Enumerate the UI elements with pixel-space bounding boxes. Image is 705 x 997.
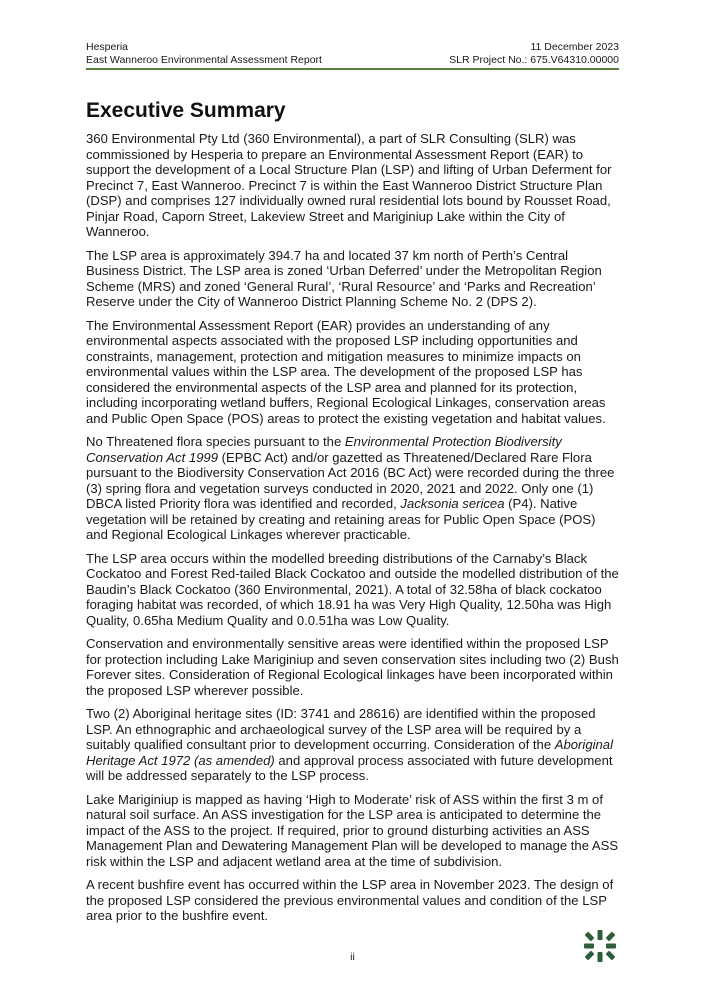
species-name: Jacksonia sericea xyxy=(400,496,505,511)
paragraph-bushfire: A recent bushfire event has occurred within the LSP area in November 2023. The design of the proposed LSP considered the previous environmental values and condition of the LSP area prior to the bushfire event. xyxy=(86,877,614,923)
flora-text-e: (P4). Native vegetation will be retained by creating and retaining areas for Public Open Space (POS) and Regional Ecological Linkages wherever practicable. xyxy=(86,496,596,542)
main-content xyxy=(86,98,619,932)
flora-text-a: No Threatened flora species pursuant to the xyxy=(86,434,345,449)
heritage-text-c: and approval process associated with future development will be addressed separately to the LSP process. xyxy=(86,752,613,783)
slr-logo-icon xyxy=(582,928,618,964)
flora-text-c: (EPBC Act) and/or gazetted as Threatened/Declared Rare Flora pursuant to the Biodiversity Conservation Act 2016 (BC Act) were recorded during the three (3) spring flora and vegetation surveys conducted in 2020, 2021 and 2022. Only one (1) DBCA listed Priority flora was identified and recorded, xyxy=(86,449,615,511)
heritage-act-title: Aboriginal Heritage Act 1972 (as amended) xyxy=(86,737,613,768)
page-header xyxy=(86,41,619,67)
paragraph-cockatoo: The LSP area occurs within the modelled breeding distributions of the Carnaby’s Black Cockatoo and Forest Red-tailed Black Cockatoo and outside the modelled distribution of the Baudin’s Black Cockatoo (360 Environmental, 2021). A total of 32.58ha of black cockatoo foraging habitat was recorded, of which 18.91 ha was Very High Quality, 12.50ha was High Quality, 0.65ha Medium Quality and 0.0.51ha was Low Quality. xyxy=(86,550,619,628)
paragraph-ass: Lake Mariginiup is mapped as having ‘High to Moderate’ risk of ASS within the first 3 m of natural soil surface. An ASS investigation for the LSP area is anticipated to determine the impact of the ASS to the project. If required, prior to ground disturbing activities an ASS Management Plan and Dewatering Management Plan will be developed to manage the ASS risk within the LSP and adjacent wetland area at the time of subdivision. xyxy=(86,791,619,869)
header-row-2 xyxy=(86,54,619,67)
header-date: 11 December 2023 xyxy=(530,41,619,53)
page-number: ii xyxy=(350,951,355,963)
paragraph-commission: 360 Environmental Pty Ltd (360 Environmental), a part of SLR Consulting (SLR) was commissioned by Hesperia to prepare an Environmental Assessment Report (EAR) to support the development of a Local Structure Plan (LSP) and lifting of Urban Deferment for Precinct 7, East Wanneroo. Precinct 7 is within the East Wanneroo District Structure Plan (DSP) and comprises 127 individually owned rural residential lots bound by Rousset Road, Pinjar Road, Caporn Street, Lakeview Street and Mariginiup Lake within the City of Wanneroo. xyxy=(86,131,612,239)
paragraph-conservation: Conservation and environmentally sensitive areas were identified within the proposed LSP for protection including Lake Mariginiup and seven conservation sites including two (2) Bush Forever sites. Consideration of Regional Ecological linkages have been incorporated within the proposed LSP wherever possible. xyxy=(86,636,619,698)
heritage-text-a: Two (2) Aboriginal heritage sites (ID: 3741 and 28616) are identified within the proposed LSP. An ethnographic and archaeological survey of the LSP area will be required by a suitably qualified consultant prior to development occurring. Consideration of the xyxy=(86,706,596,752)
paragraph-heritage xyxy=(86,706,619,784)
section-title: Executive Summary xyxy=(86,99,286,122)
header-report-title: East Wanneroo Environmental Assessment Report xyxy=(86,54,322,66)
epbc-act-title: Environmental Protection Biodiversity Conservation Act 1999 xyxy=(86,434,562,465)
header-client: Hesperia xyxy=(86,41,129,53)
header-divider xyxy=(86,68,619,70)
header-project-number: SLR Project No.: 675.V64310.00000 xyxy=(449,54,619,66)
header-row-1 xyxy=(86,41,619,54)
paragraph-ear-overview: The Environmental Assessment Report (EAR) provides an understanding of any environmental aspects associated with the proposed LSP including opportunities and constraints, management, protection and mitigation measures to minimize impacts on environmental values within the LSP area. The development of the proposed LSP has considered the environmental aspects of the LSP area and planned for its protection, including incorporating wetland buffers, Regional Ecological Linkages, conservation areas and Public Open Space (POS) areas to protect the existing vegetation and habitat values. xyxy=(86,317,606,426)
paragraph-lsp-area: The LSP area is approximately 394.7 ha and located 37 km north of Perth’s Central Business District. The LSP area is zoned ‘Urban Deferred’ under the Metropolitan Region Scheme (MRS) and zoned ‘General Rural’, ‘Rural Resource’ and ‘Parks and Recreation’ Reserve under the City of Wanneroo District Planning Scheme No. 2 (DPS 2). xyxy=(86,247,602,309)
paragraph-flora xyxy=(86,434,619,543)
